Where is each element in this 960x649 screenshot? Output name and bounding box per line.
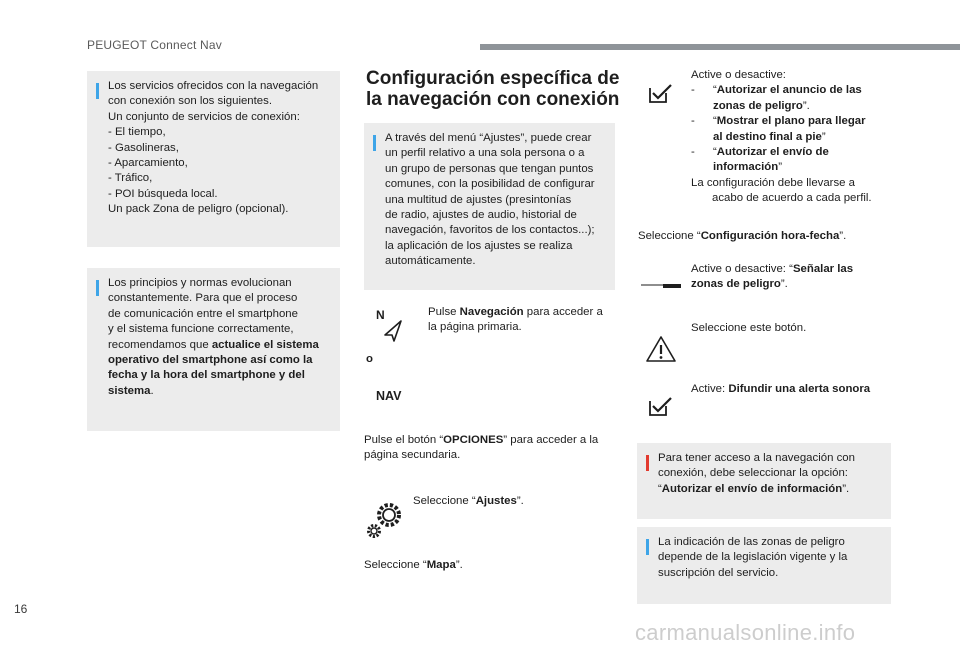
text-line: de comunicación entre el smartphone	[108, 307, 298, 320]
list-item: - POI búsqueda local.	[108, 187, 218, 200]
text-span: ”.	[839, 230, 847, 242]
text-span: Seleccione “	[413, 495, 476, 507]
text-line: navegación, favoritos de los contactos...);	[385, 224, 595, 237]
text-line: suscripción del servicio.	[658, 566, 779, 579]
text-line: La indicación de las zonas de peligro	[658, 536, 845, 548]
activate-alert-text	[691, 382, 870, 397]
select-settings-text	[413, 494, 524, 509]
info-bar	[646, 539, 649, 555]
text-span: Pulse	[428, 306, 460, 318]
list-item: - El tiempo,	[108, 126, 166, 139]
text-line: página secundaria.	[364, 449, 461, 462]
title-line: Configuración específica de	[366, 68, 620, 89]
text-line	[108, 338, 330, 353]
text-line	[658, 482, 881, 497]
text-span: “	[658, 482, 662, 495]
text-span: recomendamos que	[108, 338, 212, 351]
text-line: A través del menú “Ajustes”, puede crear	[385, 132, 592, 144]
select-time-date-text	[638, 229, 846, 244]
list-item-continuation	[691, 99, 901, 114]
activate-options-text	[691, 68, 901, 207]
bold-text: Configuración hora-fecha	[700, 230, 840, 242]
text-line	[428, 305, 613, 320]
services-info-box	[87, 71, 340, 247]
text-span: ”.	[780, 278, 788, 291]
text-span: “	[713, 115, 717, 128]
bold-text: Ajustes	[475, 495, 517, 507]
or-label: o	[366, 353, 373, 365]
text-span: para acceder a	[523, 306, 603, 318]
list-item-continuation	[691, 160, 901, 175]
bold-text: zonas de peligro	[691, 278, 781, 291]
select-map-text	[364, 558, 463, 573]
text-line: Un pack Zona de peligro (opcional).	[108, 203, 289, 216]
principles-info-box	[87, 268, 340, 431]
bold-text: Autorizar el envío de información	[661, 482, 843, 495]
info-bar	[96, 280, 99, 296]
text-span: ”.	[842, 482, 850, 495]
danger-zones-info-box	[637, 527, 891, 604]
danger-zones-text	[658, 535, 881, 581]
text-span: Seleccione “	[364, 559, 427, 571]
bold-text: Señalar las	[792, 263, 854, 275]
text-line	[691, 262, 891, 277]
document-header-title: PEUGEOT Connect Nav	[87, 38, 222, 52]
bold-text: OPCIONES	[443, 434, 504, 446]
bold-text: Mapa	[426, 559, 456, 571]
text-span: “	[713, 146, 717, 159]
press-navigation-text	[428, 305, 613, 336]
access-warning-box	[637, 443, 891, 519]
bold-text: Difundir una alerta sonora	[728, 383, 871, 395]
text-span: Pulse el botón “	[364, 434, 444, 446]
checkbox-icon	[647, 395, 673, 417]
bold-text: información	[713, 161, 779, 174]
checkbox-icon	[647, 82, 673, 104]
text-line: acabo de acuerdo a cada perfil.	[712, 192, 872, 205]
north-letter: N	[376, 308, 385, 322]
text-line: la página primaria.	[428, 321, 522, 334]
text-line: la aplicación de los ajustes se realiza	[385, 239, 573, 252]
warning-bar	[646, 455, 649, 471]
access-warning-text	[658, 451, 881, 497]
text-span: ”.	[516, 495, 524, 507]
text-line: Active o desactive:	[691, 69, 786, 81]
text-span: ”.	[455, 559, 463, 571]
text-line: Un conjunto de servicios de conexión:	[108, 110, 300, 123]
bold-text: Autorizar el anuncio de las	[716, 84, 862, 97]
services-text	[108, 79, 330, 218]
navigation-icon	[374, 309, 404, 343]
text-line: depende de la legislación vigente y la	[658, 551, 848, 564]
bold-text: zonas de peligro	[713, 99, 803, 112]
bold-text: operativo del smartphone así como la	[108, 354, 313, 367]
text-span: Active o desactive: “	[691, 263, 793, 275]
press-options-text	[364, 433, 619, 464]
list-item: - Aparcamiento,	[108, 157, 188, 170]
warning-triangle-icon	[645, 335, 677, 363]
info-bar	[373, 135, 376, 151]
bold-text: actualice el sistema	[211, 338, 319, 351]
text-line: Para tener acceso a la navegación con	[658, 452, 855, 464]
section-title	[366, 68, 626, 110]
text-span: “	[713, 84, 717, 97]
text-span: Active:	[691, 383, 729, 395]
list-item: - Gasolineras,	[108, 141, 179, 154]
list-item-continuation	[691, 130, 901, 145]
bold-text: al destino final a pie	[713, 130, 822, 143]
text-line	[691, 277, 891, 292]
bold-text: fecha y la hora del smartphone y del	[108, 369, 305, 382]
text-line: y el sistema funcione correctamente,	[108, 323, 294, 336]
title-line: la navegación con conexión	[366, 89, 620, 110]
bold-text: Mostrar el plano para llegar	[716, 115, 866, 128]
bold-text: sistema	[108, 384, 151, 397]
bold-text: Navegación	[459, 306, 524, 318]
page-number: 16	[14, 602, 28, 616]
nav-label: NAV	[376, 389, 402, 403]
header-bar	[480, 44, 960, 50]
text-line	[108, 384, 330, 399]
text-span: ”	[778, 161, 782, 174]
text-line: automáticamente.	[385, 255, 476, 268]
text-line: constantemente. Para que el proceso	[108, 292, 298, 305]
bold-text: Autorizar el envío de	[716, 146, 829, 159]
text-span: .	[150, 384, 154, 397]
toggle-slider-icon	[640, 282, 682, 290]
settings-gear-icon	[366, 497, 406, 541]
text-line: Los servicios ofrecidos con la navegación	[108, 80, 319, 92]
list-item: - “Autorizar el envío de	[691, 146, 829, 159]
text-line	[364, 433, 619, 448]
list-item: - “Mostrar el plano para llegar	[691, 115, 866, 128]
text-span: ”.	[802, 99, 810, 112]
watermark: carmanualsonline.info	[635, 620, 856, 645]
principles-text	[108, 276, 330, 399]
text-line: La configuración debe llevarse a	[691, 176, 856, 189]
profiles-info-box	[364, 123, 615, 290]
info-bar	[96, 83, 99, 99]
text-line: de radio, ajustes de audio, historial de	[385, 209, 577, 222]
text-line: conexión, debe seleccionar la opción:	[658, 467, 848, 480]
text-span: ”	[821, 130, 826, 143]
text-line: un grupo de personas que tengan puntos	[385, 162, 594, 175]
text-line: una multitud de ajustes (presintonías	[385, 193, 572, 206]
text-line: Los principios y normas evolucionan	[108, 277, 292, 289]
text-span: Seleccione “	[638, 230, 701, 242]
text-line: con conexión son los siguientes.	[108, 95, 273, 108]
list-item: - “Autorizar el anuncio de las	[691, 84, 862, 97]
text-line: comunes, con la posibilidad de configurar	[385, 178, 595, 191]
select-button-text: Seleccione este botón.	[691, 322, 807, 334]
text-span: ” para acceder a la	[503, 434, 599, 446]
profiles-text	[385, 131, 605, 270]
activate-signal-text	[691, 262, 891, 293]
text-line: un perfil relativo a una sola persona o a	[385, 147, 585, 160]
list-item: - Tráfico,	[108, 172, 153, 185]
